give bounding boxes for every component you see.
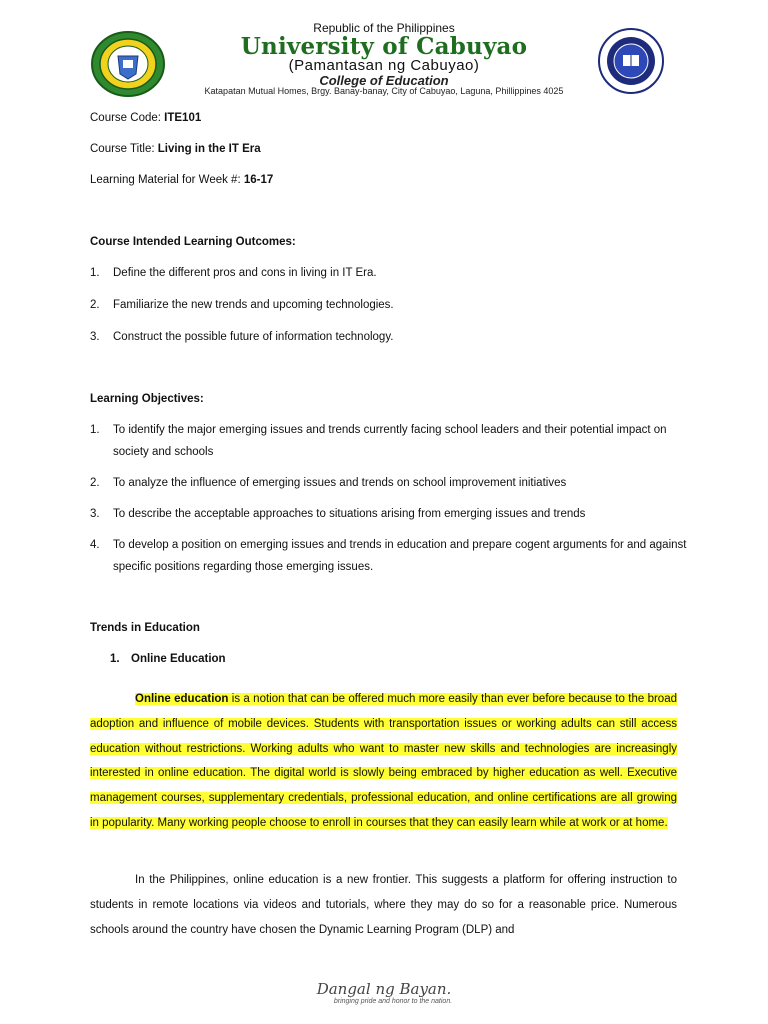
- course-code: [90, 112, 201, 124]
- trends-sub-title: Online Education: [131, 653, 226, 665]
- objective-number: 3.: [90, 508, 100, 520]
- outcome-number: 1.: [90, 267, 100, 279]
- course-week: [90, 174, 273, 186]
- footer-signature: Dangal ng Bayan.: [316, 980, 452, 998]
- outcome-number: 2.: [90, 299, 100, 311]
- objective-number: 1.: [90, 424, 100, 436]
- online-education-lead: Online education: [135, 693, 229, 705]
- course-title-label: Course Title:: [90, 143, 158, 155]
- course-week-value: 16-17: [243, 174, 274, 186]
- header-college: College of Education: [319, 73, 449, 88]
- online-education-paragraph: [90, 687, 677, 836]
- objective-item: To develop a position on emerging issues and trends in education and prepare cogent arguments for and against specific positions regarding those emerging issues.: [113, 539, 687, 573]
- outcome-item: Familiarize the new trends and upcoming technologies.: [113, 299, 394, 311]
- objective-item: To analyze the influence of emerging issues and trends on school improvement initiatives: [113, 477, 567, 489]
- objective-number: 4.: [90, 539, 100, 551]
- course-code-label: Course Code:: [90, 112, 165, 124]
- objectives-heading: Learning Objectives:: [90, 393, 204, 405]
- trends-sub-number: 1.: [110, 653, 120, 665]
- course-week-label: Learning Material for Week #:: [90, 174, 244, 186]
- outcome-number: 3.: [90, 331, 100, 343]
- philippines-paragraph-text: In the Philippines, online education is a new frontier. This suggests a platform for offering instruction to students in remote locations via videos and tutorials, where they may do so for a reasonable price. Numerous schools around the country have chosen the Dynamic Learning Program (DLP) and: [90, 874, 677, 936]
- outcome-item: Define the different pros and cons in living in IT Era.: [113, 267, 377, 279]
- outcome-item: Construct the possible future of information technology.: [113, 331, 394, 343]
- header-university-name: University of Cabuyao: [240, 33, 528, 60]
- header-address: Katapatan Mutual Homes, Brgy. Banay-banay, City of Cabuyao, Laguna, Phillippines 4025: [204, 86, 564, 96]
- outcomes-heading: Course Intended Learning Outcomes:: [90, 236, 296, 248]
- objective-number: 2.: [90, 477, 100, 489]
- footer-tagline: bringing pride and honor to the nation.: [333, 998, 453, 1005]
- header-republic: Republic of the Philippines: [313, 21, 455, 35]
- trends-heading: Trends in Education: [90, 622, 200, 634]
- philippines-paragraph: [90, 868, 677, 942]
- online-education-body: is a notion that can be offered much more easily than ever before because to the broad adoption and influence of mobile devices. Students with transportation issues or working adults can still access education without restrictions. Working adults who want to master new skills and technologies are increasingly interested in online education. The digital world is slowly being embraced by higher education as well. Executive management courses, supplementary credentials, professional education, and online certifications are all growing in popularity. Many working people choose to enroll in courses that they can easily learn while at work or at home.: [90, 693, 677, 829]
- objective-item: To describe the acceptable approaches to situations arising from emerging issues and trends: [113, 508, 586, 520]
- objective-item: To identify the major emerging issues and trends currently facing school leaders and their potential impact on society and schools: [113, 424, 667, 458]
- course-title-value: Living in the IT Era: [157, 143, 261, 155]
- header-pamantasan: (Pamantasan ng Cabuyao): [288, 57, 480, 74]
- course-code-value: ITE101: [164, 112, 202, 124]
- course-title: [90, 143, 261, 155]
